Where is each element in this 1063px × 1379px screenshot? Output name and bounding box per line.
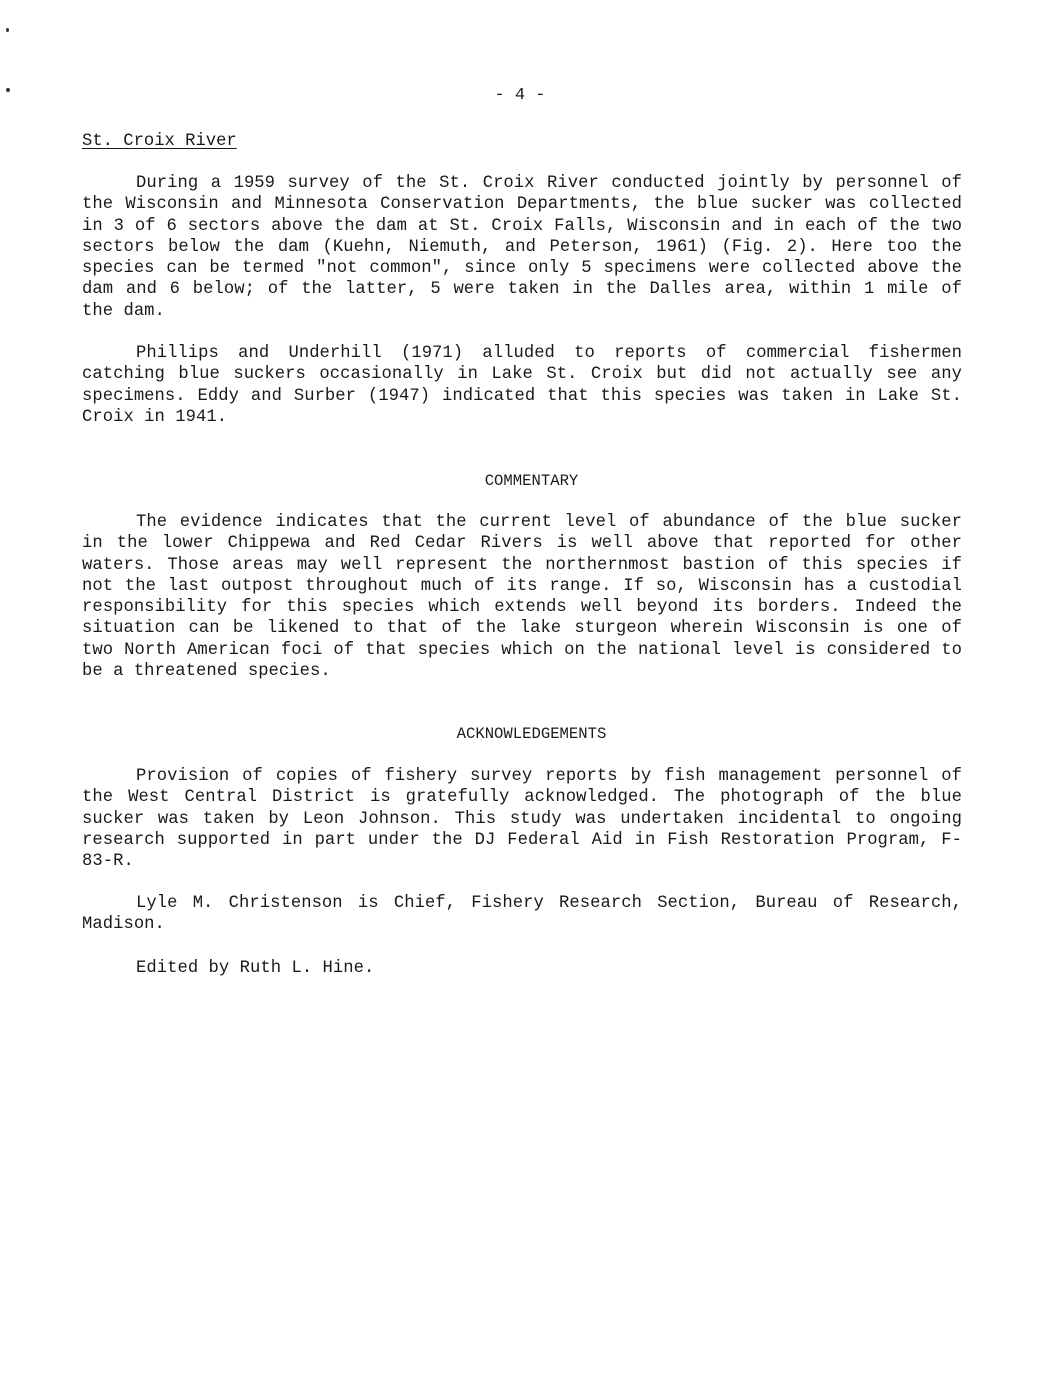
commentary-heading: COMMENTARY [484,472,579,490]
commentary-paragraph: The evidence indicates that the current level of abundance of the blue sucker in the lower Chippewa and Red Cedar Rivers is well above that reported for other waters. Those areas may well represent the northernmost bastion of this species if not the last outpost throughout much of its range. If so, Wisconsin has a custodial responsibility for this species which extends well beyond its borders. Indeed the situation can be likened to that of the lake sturgeon wherein Wisconsin is one of two North American foci of that species which on the national level is considered to be a threatened species. [82,513,962,682]
page-number: - 4 - [494,86,546,105]
acknowledgements-paragraph: Provision of copies of fishery survey reports by fish management personnel of the West Central District is gratefully acknowledged. The photograph of the blue sucker was taken by Leon Johnson. This study was undertaken incidental to ongoing research supported in part under the DJ Federal Aid in Fish Restoration Program, F-83-R. [82,767,962,872]
scan-speck-mark [6,28,9,32]
section-title: St. Croix River [82,132,237,151]
author-note-paragraph: Lyle M. Christenson is Chief, Fishery Research Section, Bureau of Research, Madison. [82,894,962,935]
acknowledgements-heading: ACKNOWLEDGEMENTS [456,725,607,743]
st-croix-paragraph-2: Phillips and Underhill (1971) alluded to reports of commercial fishermen catching blue suckers occasionally in Lake St. Croix but did not actually see any specimens. Eddy and Surber (1947) indicated that this species was taken in Lake St. Croix in 1941. [82,344,962,427]
editor-note-paragraph: Edited by Ruth L. Hine. [136,959,375,978]
st-croix-paragraph-1: During a 1959 survey of the St. Croix River conducted jointly by personnel of the Wisconsin and Minnesota Conservation Departments, the blue sucker was collected in 3 of 6 sectors above the dam at St. Croix Falls, Wisconsin and in each of the two sectors below the dam (Kuehn, Niemuth, and Peterson, 1961) (Fig. 2). Here too the species can be termed "not common", since only 5 specimens were collected above the dam and 6 below; of the latter, 5 were taken in the Dalles area, within 1 mile of the dam. [82,174,962,321]
